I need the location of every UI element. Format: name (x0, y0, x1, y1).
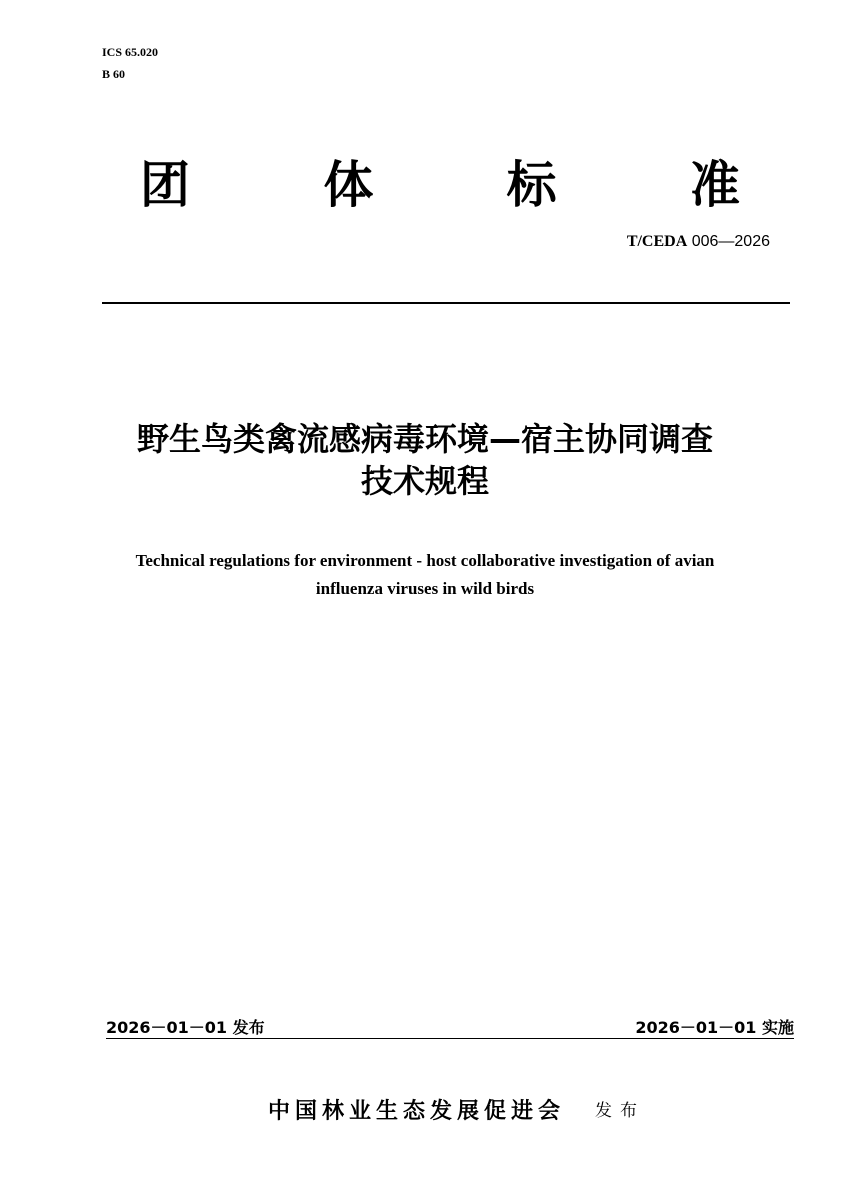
chinese-title-line: 野生鸟类禽流感病毒环境—宿主协同调查 (136, 420, 713, 458)
standard-type-char: 团 (140, 156, 190, 214)
issue-date: 2026－01－01 发布 (106, 1018, 265, 1037)
english-title-line: Technical regulations for environment - host collaborative investigation of avian (135, 551, 715, 570)
date-divider (106, 1038, 794, 1039)
standard-number-code: 006—2026 (687, 233, 770, 250)
standard-type-heading (140, 155, 740, 215)
publisher-line (268, 1094, 645, 1125)
implementation-date: 2026－01－01 实施 (635, 1018, 794, 1037)
date-row (106, 1017, 794, 1041)
chinese-title (60, 418, 790, 502)
chinese-title-line: 技术规程 (360, 462, 489, 500)
english-title-line: influenza viruses in wild birds (315, 579, 535, 598)
standard-type-char: 准 (689, 156, 740, 214)
header-divider (102, 302, 790, 304)
standard-number-prefix: T/CEDA (626, 233, 688, 250)
english-title (60, 547, 790, 603)
standard-type-char: 体 (323, 156, 374, 214)
publisher-organization: 中国林业生态发展促进会 (268, 1099, 566, 1124)
standard-type-char: 标 (506, 156, 557, 214)
ics-code: ICS 65.020 (102, 45, 159, 59)
publish-label: 发布 (595, 1101, 646, 1121)
ccs-code: B 60 (102, 67, 126, 81)
standard-number (627, 232, 770, 252)
